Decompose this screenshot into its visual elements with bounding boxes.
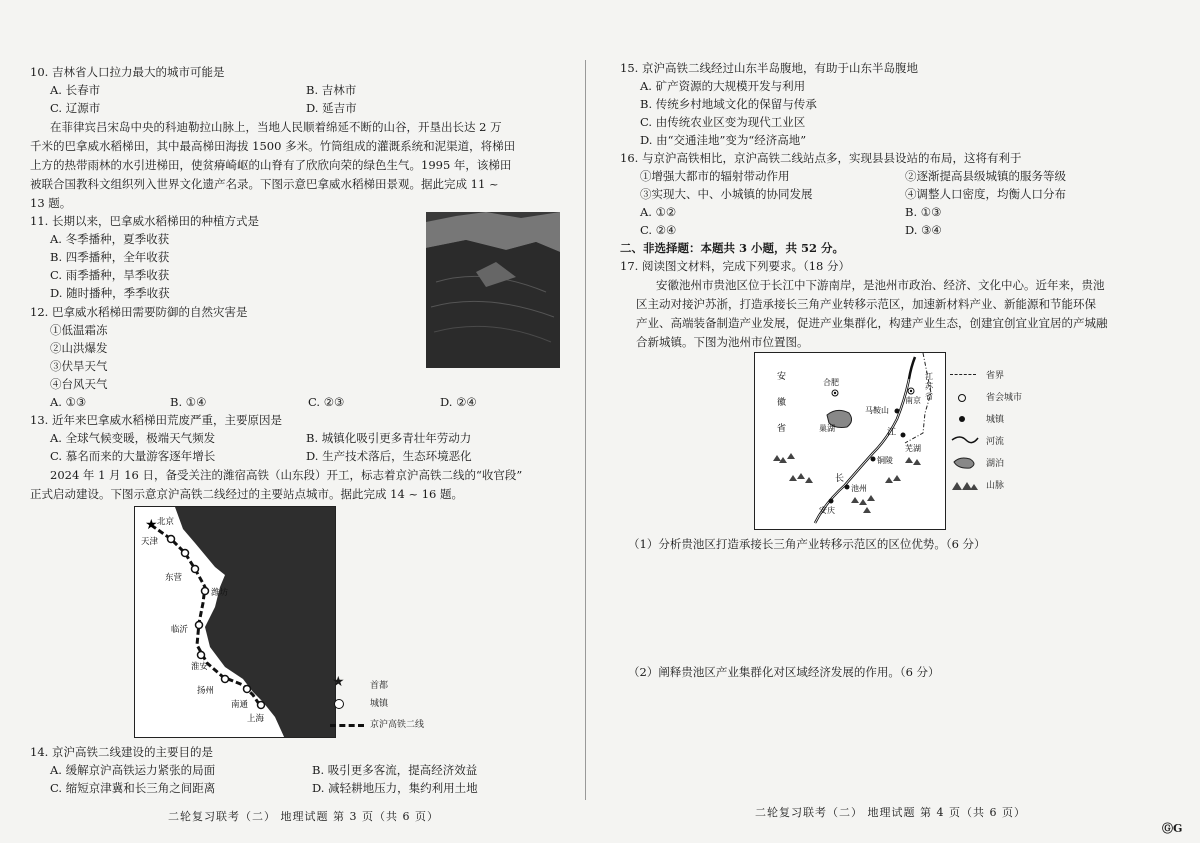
q12-option-b[interactable]: B. ①④ [170, 395, 207, 409]
rail-map [134, 506, 336, 738]
q10-stem: 10. 吉林省人口拉力最大的城市可能是 [30, 65, 225, 79]
passage2-line: 2024 年 1 月 16 日，备受关注的潍宿高铁（山东段）开工，标志着京沪高铁二线的“收官段” [50, 468, 523, 482]
city-marker [244, 686, 251, 693]
q17-passage-line: 产业、高端装备制造产业发展，促进产业集群化，构建产业生态，创建宜创宜业宜居的产城融 [636, 316, 1108, 330]
rail-map-legend [330, 676, 480, 746]
q16-stem: 16. 与京沪高铁相比，京沪高铁二线站点多，实现县县设站的布局，这将有利于 [620, 151, 1022, 165]
q16-option-a[interactable]: A. ①② [640, 205, 677, 219]
map-label: 铜陵 [877, 456, 893, 465]
town-marker-icon [334, 699, 344, 709]
legend-lake: 湖泊 [986, 459, 1005, 469]
city-label: 北京 [157, 517, 175, 527]
city-marker [202, 588, 209, 595]
map-label: 苏 [925, 382, 933, 391]
lake-icon [950, 454, 980, 470]
map-label: 徽 [777, 398, 787, 408]
city-marker [182, 550, 189, 557]
city-marker [192, 566, 199, 573]
map-label: 巢湖 [819, 424, 835, 433]
q10-option-c[interactable]: C. 辽源市 [50, 101, 101, 115]
page-footer: 二轮复习联考（二） 地理试题 第 3 页（共 6 页） [168, 810, 439, 823]
q15-option-a[interactable]: A. 矿产资源的大规模开发与利用 [640, 79, 806, 93]
q10-option-b[interactable]: B. 吉林市 [306, 83, 357, 97]
q14-stem: 14. 京沪高铁二线建设的主要目的是 [30, 745, 213, 759]
q17-passage-line: 区主动对接沪苏浙，打造承接长三角产业转移示范区，加速新材料产业、新能源和节能环保 [636, 297, 1096, 311]
town-dot-icon [959, 416, 965, 422]
q15-option-b[interactable]: B. 传统乡村地域文化的保留与传承 [640, 97, 817, 111]
passage1-line: 被联合国教科文组织列入世界文化遗产名录。下图示意巴拿威水稻梯田景观。据此完成 11 ~ [30, 177, 499, 191]
map-label: 长 [835, 474, 845, 484]
q12-item: ③伏旱天气 [50, 359, 108, 373]
q17-passage-line: 合新城镇。下图为池州市位置图。 [636, 335, 809, 349]
passage1-line: 上方的热带雨林的水引进梯田，使贫瘠崎岖的山脊有了欣欣向荣的绿色生气。1995 年，该梯田 [30, 158, 512, 172]
q12-option-d[interactable]: D. ②④ [440, 395, 477, 409]
city-marker [168, 536, 175, 543]
map-label: 芜湖 [905, 444, 921, 453]
map-label: 江 [887, 428, 897, 438]
map-label: 马鞍山 [865, 406, 889, 415]
q12-item: ②山洪爆发 [50, 341, 108, 355]
rail-line-icon [330, 724, 364, 727]
border-line-icon [950, 374, 976, 375]
terrace-photo [426, 212, 560, 368]
legend-capital: 省会城市 [986, 393, 1023, 403]
city-marker [222, 676, 229, 683]
passage2-line: 正式启动建设。下图示意京沪高铁二线经过的主要站点城市。据此完成 14 ~ 16 题。 [30, 487, 464, 501]
q13-option-a[interactable]: A. 全球气候变暖，极端天气频发 [50, 431, 216, 445]
section-heading: 二、非选择题：本题共 3 小题，共 52 分。 [620, 241, 845, 255]
chizhou-map [754, 352, 946, 530]
chizhou-map-legend [950, 368, 1030, 528]
passage1-line: 千米的巴拿威水稻梯田，其中最高梯田海拔 1500 多米。竹筒组成的灌溉系统和泥渠道，将梯田 [30, 139, 516, 153]
q13-option-b[interactable]: B. 城镇化吸引更多青壮年劳动力 [306, 431, 472, 445]
page-divider [585, 60, 586, 800]
q16-item: ①增强大都市的辐射带动作用 [640, 169, 790, 183]
q12-item: ④台风天气 [50, 377, 108, 391]
legend-town: 城镇 [370, 699, 389, 709]
passage1-line: 在菲律宾吕宋岛中央的科迪勒拉山脉上，当地人民顺着绵延不断的山谷，开垦出长达 2 万 [50, 120, 502, 134]
q13-stem: 13. 近年来巴拿威水稻梯田荒废严重，主要原因是 [30, 413, 282, 427]
map-label: 省 [777, 424, 787, 434]
q14-option-d[interactable]: D. 减轻耕地压力，集约利用土地 [312, 781, 478, 795]
q17-stem: 17. 阅读图文材料，完成下列要求。（18 分） [620, 259, 850, 273]
q16-item: ②逐渐提高县级城镇的服务等级 [905, 169, 1066, 183]
q14-option-b[interactable]: B. 吸引更多客流，提高经济效益 [312, 763, 478, 777]
q15-option-d[interactable]: D. 由“交通洼地”变为“经济高地” [640, 133, 807, 147]
q13-option-d[interactable]: D. 生产技术落后，生态环境恶化 [306, 449, 472, 463]
q16-option-c[interactable]: C. ②④ [640, 223, 677, 237]
city-marker [196, 622, 203, 629]
q10-option-d[interactable]: D. 延吉市 [306, 101, 357, 115]
city-label: 临沂 [171, 625, 189, 635]
legend-mountain: 山脉 [986, 481, 1005, 491]
city-label: 上海 [247, 714, 265, 724]
map-label: 南京 [905, 396, 921, 405]
capital-star-icon: ★ [332, 674, 345, 690]
city-marker [198, 652, 205, 659]
q11-option-b[interactable]: B. 四季播种，全年收获 [50, 250, 170, 264]
map-label: 合肥 [823, 378, 839, 387]
city-label: 扬州 [197, 686, 215, 696]
map-label: 江 [925, 372, 933, 381]
q16-option-b[interactable]: B. ①③ [905, 205, 942, 219]
q17-passage-line: 安徽池州市贵池区位于长江中下游南岸，是池州市政治、经济、文化中心。近年来，贵池 [656, 278, 1105, 292]
q12-stem: 12. 巴拿威水稻梯田需要防御的自然灾害是 [30, 305, 248, 319]
city-marker [258, 702, 265, 709]
map-label: 安庆 [819, 506, 835, 515]
passage1-line: 13 题。 [30, 196, 72, 210]
page-3 [30, 0, 570, 843]
q12-option-a[interactable]: A. ①③ [50, 395, 87, 409]
capital-star-icon: ★ [145, 517, 158, 533]
q16-item: ③实现大、中、小城镇的协同发展 [640, 187, 813, 201]
q11-option-a[interactable]: A. 冬季播种，夏季收获 [50, 232, 170, 246]
page-footer: 二轮复习联考（二） 地理试题 第 4 页（共 6 页） [755, 806, 1026, 819]
q10-option-a[interactable]: A. 长春市 [50, 83, 101, 97]
q17-sub1: （1）分析贵池区打造承接长三角产业转移示范区的区位优势。（6 分） [628, 537, 986, 551]
q16-option-d[interactable]: D. ③④ [905, 223, 942, 237]
q12-option-c[interactable]: C. ②③ [308, 395, 345, 409]
q17-sub2: （2）阐释贵池区产业集群化对区域经济发展的作用。（6 分） [628, 665, 940, 679]
city-label: 潍坊 [211, 588, 229, 598]
q11-option-d[interactable]: D. 随时播种，季季收获 [50, 286, 170, 300]
q15-stem: 15. 京沪高铁二线经过山东半岛腹地，有助于山东半岛腹地 [620, 61, 918, 75]
city-label: 南通 [231, 700, 249, 710]
q15-option-c[interactable]: C. 由传统农业区变为现代工业区 [640, 115, 806, 129]
page-4 [620, 0, 1175, 843]
legend-town: 城镇 [986, 415, 1005, 425]
capital-city-icon [958, 394, 966, 402]
q12-item: ①低温霜冻 [50, 323, 108, 337]
q13-option-c[interactable]: C. 慕名而来的大量游客逐年增长 [50, 449, 216, 463]
mountain-icon [950, 478, 980, 492]
city-label: 天津 [141, 537, 159, 547]
legend-rail: 京沪高铁二线 [370, 720, 425, 730]
map-label: 省 [925, 392, 933, 401]
corner-mark: ⒼG [1162, 822, 1183, 835]
q11-option-c[interactable]: C. 雨季播种，旱季收获 [50, 268, 170, 282]
q11-stem: 11. 长期以来，巴拿威水稻梯田的种植方式是 [30, 214, 259, 228]
q16-item: ④调整人口密度，均衡人口分布 [905, 187, 1066, 201]
city-label: 东营 [165, 573, 183, 583]
city-label: 淮安 [191, 662, 209, 672]
map-label: 池州 [851, 484, 867, 493]
legend-river: 河流 [986, 437, 1005, 447]
legend-border: 省界 [986, 371, 1005, 381]
map-label: 安 [777, 372, 787, 382]
river-icon [950, 432, 980, 446]
legend-capital: 首都 [370, 681, 389, 691]
q14-option-a[interactable]: A. 缓解京沪高铁运力紧张的局面 [50, 763, 216, 777]
q14-option-c[interactable]: C. 缩短京津冀和长三角之间距离 [50, 781, 216, 795]
